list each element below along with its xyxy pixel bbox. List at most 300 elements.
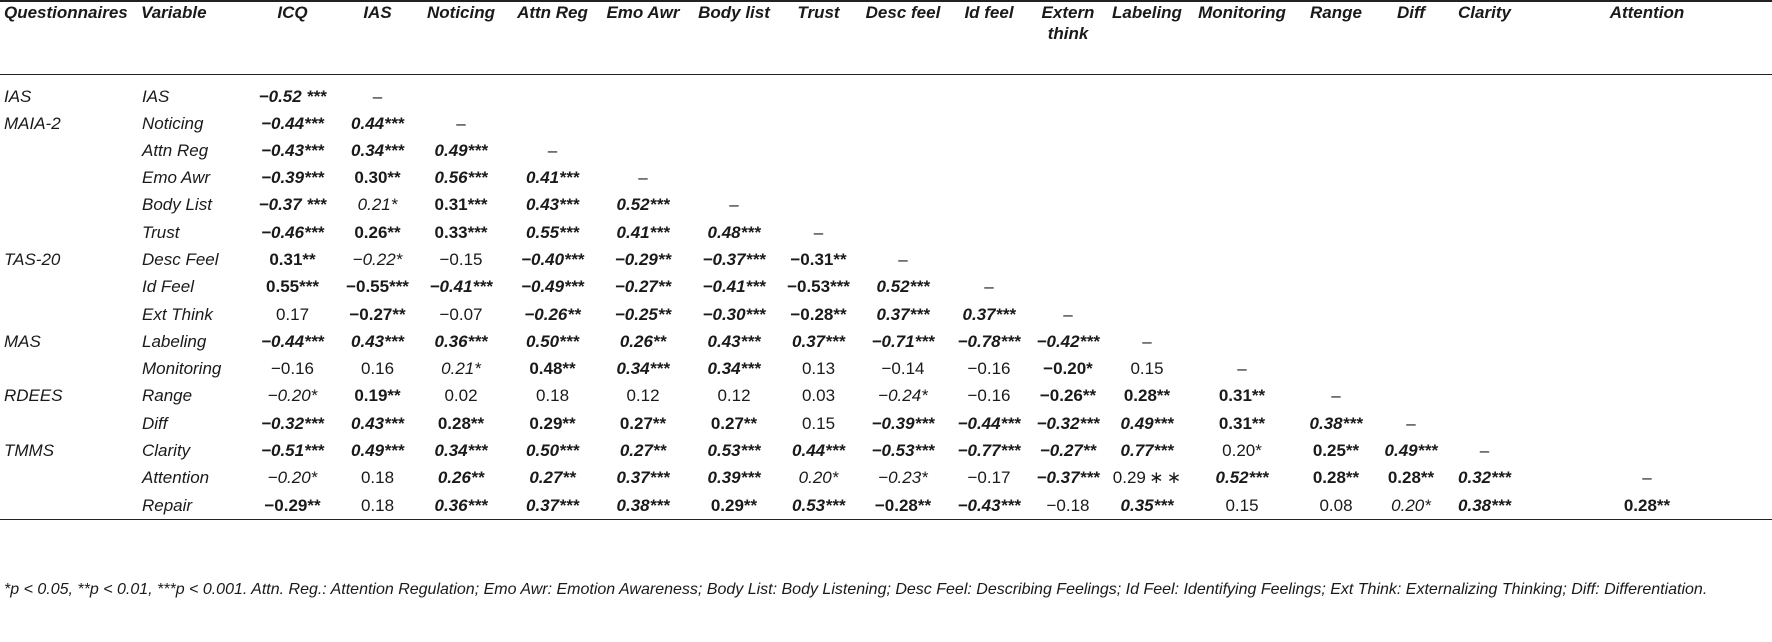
questionnaire-cell: MAS	[4, 331, 41, 351]
correlation-cell: 0.16	[360, 359, 395, 379]
empty-cell	[1522, 410, 1772, 437]
empty-cell	[1447, 273, 1522, 300]
variable-cell: Clarity	[142, 441, 191, 461]
empty-cell	[1029, 191, 1107, 218]
empty-cell	[1107, 164, 1187, 191]
column-header: Clarity	[1447, 1, 1522, 74]
empty-cell	[949, 164, 1029, 191]
correlation-cell: 0.53***	[707, 441, 761, 461]
correlation-cell: –	[1331, 386, 1341, 406]
variable-cell: Repair	[137, 492, 245, 520]
empty-cell	[857, 137, 949, 164]
correlation-cell: 0.27**	[619, 413, 667, 433]
empty-cell	[1447, 191, 1522, 218]
empty-cell	[1447, 410, 1522, 437]
empty-cell	[1522, 137, 1772, 164]
correlation-cell: −0.20*	[267, 468, 318, 488]
header-row	[0, 1, 1772, 74]
correlation-cell: 0.21*	[357, 195, 398, 215]
correlation-cell: 0.17	[275, 304, 310, 324]
correlation-cell: 0.53***	[780, 492, 857, 520]
correlation-cell: 0.20*	[798, 468, 839, 488]
variable-cell: Attention	[142, 468, 210, 488]
variable-cell: Diff	[142, 413, 168, 433]
correlation-cell: −0.41***	[429, 277, 493, 297]
correlation-cell: 0.41***	[526, 168, 579, 188]
correlation-cell: 0.13	[801, 359, 836, 379]
questionnaire-cell: RDEES	[4, 386, 63, 406]
correlation-cell: 0.36***	[434, 331, 488, 351]
correlation-cell: −0.26**	[1039, 386, 1097, 406]
correlation-cell: 0.12	[717, 386, 751, 406]
empty-cell	[857, 74, 949, 110]
correlation-cell: −0.53***	[871, 441, 935, 461]
correlation-cell: 0.50***	[526, 331, 579, 351]
empty-cell	[507, 74, 598, 110]
empty-cell	[1297, 137, 1375, 164]
empty-cell	[1297, 74, 1375, 110]
correlation-cell: 0.31**	[1218, 413, 1266, 433]
empty-cell	[1447, 355, 1522, 382]
column-header: Desc feel	[857, 1, 949, 74]
empty-cell	[1029, 164, 1107, 191]
empty-cell	[1447, 74, 1522, 110]
empty-cell	[1522, 273, 1772, 300]
empty-cell	[1522, 191, 1772, 218]
empty-cell	[1187, 301, 1297, 328]
correlation-cell: 0.15	[1130, 359, 1164, 379]
empty-cell	[1375, 382, 1447, 409]
variable-cell: Attn Reg	[142, 140, 209, 160]
empty-cell	[780, 137, 857, 164]
empty-cell	[688, 164, 780, 191]
correlation-cell: 0.34***	[351, 140, 404, 160]
correlation-cell: 0.31**	[269, 249, 316, 269]
correlation-cell: 0.28**	[1387, 468, 1435, 488]
correlation-cell: 0.49***	[1120, 413, 1174, 433]
empty-cell	[1297, 219, 1375, 246]
empty-cell	[1375, 355, 1447, 382]
empty-cell	[1447, 137, 1522, 164]
empty-cell	[1375, 328, 1447, 355]
empty-cell	[1375, 110, 1447, 137]
empty-cell	[1187, 74, 1297, 110]
empty-cell	[1297, 110, 1375, 137]
questionnaire-cell: TMMS	[4, 441, 55, 461]
correlation-cell: −0.40***	[521, 249, 584, 269]
correlation-cell: 0.55***	[266, 277, 319, 297]
correlation-cell: −0.20*	[267, 386, 318, 406]
correlation-cell: –	[898, 249, 908, 269]
empty-cell	[857, 164, 949, 191]
correlation-cell: 0.52***	[616, 195, 670, 215]
empty-cell	[1375, 301, 1447, 328]
empty-cell	[1187, 328, 1297, 355]
empty-cell	[949, 219, 1029, 246]
correlation-cell: 0.29**	[529, 413, 576, 433]
table-row	[0, 219, 1772, 246]
correlation-cell: 0.38***	[598, 492, 688, 520]
variable-cell: Noticing	[142, 113, 204, 133]
correlation-cell: 0.20*	[1375, 492, 1447, 520]
correlation-cell: −0.53***	[787, 277, 850, 297]
correlation-cell: −0.77***	[957, 441, 1021, 461]
correlation-cell: 0.31**	[1218, 386, 1266, 406]
empty-cell	[1522, 382, 1772, 409]
correlation-cell: 0.52***	[1215, 468, 1269, 488]
table-footnote: *p < 0.05, **p < 0.01, ***p < 0.001. Attn. Reg.: Attention Regulation; Emo Awr: Emotion Awareness; Body List: Body Listening; Desc Feel: Describing Feelings; Id Feel: Identifying Feelings; Ext Think: Externalizing Thinking; Diff: Differentiation.	[4, 581, 1708, 598]
correlation-cell: −0.78***	[957, 331, 1021, 351]
empty-cell	[1375, 191, 1447, 218]
correlation-cell: 0.32***	[1458, 468, 1511, 488]
correlation-cell: –	[1479, 441, 1490, 461]
correlation-cell: −0.27**	[1039, 441, 1097, 461]
correlation-cell: −0.27**	[614, 277, 672, 297]
empty-cell	[1522, 328, 1772, 355]
column-header: Body list	[688, 1, 780, 74]
variable-cell: Ext Think	[142, 304, 213, 324]
column-header: Extern think	[1029, 1, 1107, 74]
correlation-cell: 0.26**	[619, 331, 667, 351]
column-header: Variable	[137, 1, 245, 74]
correlation-cell: 0.18	[360, 468, 395, 488]
empty-cell	[857, 219, 949, 246]
empty-cell	[415, 74, 507, 110]
correlation-cell: 0.34***	[707, 359, 761, 379]
correlation-cell: 0.31***	[434, 195, 488, 215]
empty-cell	[1187, 246, 1297, 273]
correlation-cell: −0.39***	[871, 413, 935, 433]
empty-cell	[1522, 355, 1772, 382]
empty-cell	[688, 137, 780, 164]
empty-cell	[1107, 74, 1187, 110]
correlation-cell: –	[1063, 304, 1073, 324]
correlation-cell: 0.29**	[688, 492, 780, 520]
correlation-cell: −0.49***	[521, 277, 584, 297]
column-header: Noticing	[415, 1, 507, 74]
correlation-cell: −0.15	[439, 249, 483, 269]
correlation-cell: 0.49***	[351, 441, 404, 461]
correlation-cell: –	[813, 222, 824, 242]
empty-cell	[1107, 273, 1187, 300]
empty-cell	[1029, 74, 1107, 110]
empty-cell	[688, 74, 780, 110]
correlation-cell: 0.29 ∗ ∗	[1112, 468, 1182, 488]
variable-cell: Labeling	[142, 331, 207, 351]
questionnaire-cell: MAIA-2	[4, 113, 61, 133]
empty-cell	[1297, 246, 1375, 273]
table-row	[0, 273, 1772, 300]
empty-cell	[1375, 164, 1447, 191]
correlation-cell: −0.22*	[352, 249, 403, 269]
table-row	[0, 382, 1772, 409]
correlation-cell: –	[1406, 413, 1416, 433]
empty-cell	[1107, 246, 1187, 273]
empty-cell	[1522, 246, 1772, 273]
correlation-cell: 0.30**	[354, 168, 401, 188]
correlation-cell: −0.44***	[957, 413, 1021, 433]
empty-cell	[1522, 164, 1772, 191]
correlation-cell: −0.39***	[261, 168, 324, 188]
questionnaire-cell: IAS	[4, 86, 32, 106]
empty-cell	[1375, 273, 1447, 300]
column-header: ICQ	[245, 1, 340, 74]
correlation-cell: −0.37 ***	[258, 195, 327, 215]
correlation-cell: 0.19**	[354, 386, 401, 406]
empty-cell	[507, 110, 598, 137]
correlation-cell: 0.27**	[619, 441, 667, 461]
variable-cell: Trust	[142, 222, 180, 242]
correlation-cell: 0.48**	[529, 359, 576, 379]
variable-cell: Desc Feel	[142, 249, 219, 269]
correlation-cell: 0.43***	[526, 195, 579, 215]
correlation-cell: 0.43***	[707, 331, 761, 351]
correlation-cell: –	[372, 86, 383, 106]
empty-cell	[1187, 137, 1297, 164]
empty-cell	[1297, 191, 1375, 218]
questionnaire-cell	[0, 137, 137, 164]
correlation-cell: −0.17	[967, 468, 1011, 488]
empty-cell	[857, 191, 949, 218]
correlation-cell: −0.46***	[261, 222, 324, 242]
correlation-cell: 0.38***	[1309, 413, 1363, 433]
correlation-cell: −0.24*	[878, 386, 928, 406]
questionnaire-cell	[0, 464, 137, 491]
questionnaire-cell	[0, 410, 137, 437]
correlation-cell: −0.32***	[1036, 413, 1100, 433]
table-row	[0, 191, 1772, 218]
empty-cell	[1107, 137, 1187, 164]
correlation-cell: 0.08	[1297, 492, 1375, 520]
correlation-cell: −0.41***	[702, 277, 766, 297]
questionnaire-cell	[0, 164, 137, 191]
empty-cell	[1522, 74, 1772, 110]
empty-cell	[1107, 110, 1187, 137]
correlation-cell: −0.51***	[261, 441, 324, 461]
correlation-cell: –	[729, 195, 739, 215]
variable-cell: IAS	[142, 86, 170, 106]
correlation-cell: 0.34***	[616, 359, 670, 379]
variable-cell: Emo Awr	[142, 168, 211, 188]
empty-cell	[688, 110, 780, 137]
empty-cell	[949, 191, 1029, 218]
correlation-cell: 0.37***	[616, 468, 670, 488]
correlation-cell: 0.49***	[434, 140, 488, 160]
correlation-cell: –	[638, 168, 648, 188]
table-row	[0, 355, 1772, 382]
empty-cell	[1187, 110, 1297, 137]
correlation-cell: 0.34***	[434, 441, 488, 461]
correlation-cell: −0.31**	[790, 249, 847, 269]
variable-cell: Id Feel	[142, 277, 194, 297]
questionnaire-cell	[0, 219, 137, 246]
empty-cell	[1447, 110, 1522, 137]
questionnaire-cell: TAS-20	[4, 249, 61, 269]
correlation-cell: –	[456, 113, 466, 133]
correlation-cell: −0.20*	[1043, 359, 1093, 379]
correlation-cell: 0.26**	[437, 468, 485, 488]
correlation-cell: 0.48***	[707, 222, 761, 242]
correlation-cell: 0.15	[801, 413, 836, 433]
table-row	[0, 74, 1772, 110]
correlation-cell: 0.37***	[962, 304, 1016, 324]
empty-cell	[1297, 301, 1375, 328]
correlation-cell: −0.26**	[524, 304, 581, 324]
correlation-cell: 0.03	[801, 386, 836, 406]
empty-cell	[1447, 328, 1522, 355]
empty-cell	[1375, 74, 1447, 110]
correlation-cell: 0.50***	[526, 441, 579, 461]
empty-cell	[780, 164, 857, 191]
correlation-cell: −0.07	[439, 304, 483, 324]
correlation-cell: −0.25**	[614, 304, 672, 324]
empty-cell	[1375, 137, 1447, 164]
correlation-cell: −0.43***	[261, 140, 324, 160]
empty-cell	[1029, 246, 1107, 273]
empty-cell	[598, 110, 688, 137]
correlation-cell: −0.43***	[949, 492, 1029, 520]
column-header: Attn Reg	[507, 1, 598, 74]
correlation-cell: 0.02	[444, 386, 478, 406]
column-header: Range	[1297, 1, 1375, 74]
column-header: IAS	[340, 1, 415, 74]
table-row	[0, 246, 1772, 273]
empty-cell	[1187, 164, 1297, 191]
empty-cell	[598, 74, 688, 110]
correlation-cell: −0.28**	[790, 304, 847, 324]
empty-cell	[1447, 382, 1522, 409]
empty-cell	[1522, 110, 1772, 137]
column-header: Emo Awr	[598, 1, 688, 74]
correlation-cell: 0.43***	[351, 413, 404, 433]
table-row	[0, 492, 1772, 520]
correlation-cell: −0.14	[881, 359, 925, 379]
column-header: Id feel	[949, 1, 1029, 74]
correlation-cell: −0.28**	[857, 492, 949, 520]
correlation-cell: −0.42***	[1036, 331, 1100, 351]
correlation-cell: 0.20*	[1222, 441, 1262, 461]
variable-cell: Body List	[142, 195, 212, 215]
column-header: Questionnaires	[0, 1, 137, 74]
empty-cell	[780, 191, 857, 218]
correlation-cell: 0.33***	[434, 222, 488, 242]
empty-cell	[1107, 191, 1187, 218]
correlation-cell: −0.27**	[349, 304, 406, 324]
empty-cell	[1029, 273, 1107, 300]
correlation-cell: 0.21*	[441, 359, 481, 379]
empty-cell	[1187, 273, 1297, 300]
empty-cell	[1375, 219, 1447, 246]
correlation-cell: 0.26**	[354, 222, 401, 242]
correlation-cell: –	[1142, 331, 1152, 351]
empty-cell	[1375, 246, 1447, 273]
correlation-cell: −0.23*	[878, 468, 928, 488]
correlation-cell: −0.32***	[261, 413, 324, 433]
empty-cell	[949, 137, 1029, 164]
correlation-cell: 0.37***	[792, 331, 845, 351]
table-row	[0, 137, 1772, 164]
correlation-cell: −0.18	[1029, 492, 1107, 520]
empty-cell	[1187, 219, 1297, 246]
correlation-cell: −0.16	[967, 359, 1011, 379]
correlation-cell: −0.55***	[346, 277, 409, 297]
empty-cell	[1107, 219, 1187, 246]
correlation-cell: –	[1642, 468, 1652, 488]
correlation-cell: 0.56***	[434, 168, 488, 188]
correlation-cell: −0.44***	[261, 113, 324, 133]
correlation-cell: 0.27**	[529, 468, 576, 488]
questionnaire-cell	[0, 301, 137, 328]
empty-cell	[1029, 137, 1107, 164]
empty-cell	[1029, 110, 1107, 137]
column-header: Monitoring	[1187, 1, 1297, 74]
correlation-cell: 0.28**	[1123, 386, 1171, 406]
empty-cell	[1447, 219, 1522, 246]
empty-cell	[1447, 301, 1522, 328]
empty-cell	[857, 110, 949, 137]
correlation-cell: −0.37***	[1036, 468, 1100, 488]
questionnaire-cell	[0, 355, 137, 382]
correlation-cell: 0.43***	[351, 331, 404, 351]
table-row	[0, 328, 1772, 355]
empty-cell	[1297, 355, 1375, 382]
empty-cell	[780, 110, 857, 137]
empty-cell	[1107, 301, 1187, 328]
empty-cell	[1447, 164, 1522, 191]
correlation-cell: 0.37***	[507, 492, 598, 520]
correlation-cell: −0.37***	[702, 249, 766, 269]
correlation-cell: −0.16	[967, 386, 1011, 406]
correlation-cell: −0.52 ***	[258, 86, 327, 106]
empty-cell	[1297, 328, 1375, 355]
column-header: Labeling	[1107, 1, 1187, 74]
correlation-cell: 0.55***	[526, 222, 579, 242]
table-row	[0, 110, 1772, 137]
correlation-cell: 0.38***	[1447, 492, 1522, 520]
correlation-cell: 0.25**	[1312, 441, 1360, 461]
empty-cell	[1522, 219, 1772, 246]
correlation-cell: 0.15	[1187, 492, 1297, 520]
correlation-cell: 0.36***	[415, 492, 507, 520]
correlation-cell: 0.18	[340, 492, 415, 520]
empty-cell	[1522, 437, 1772, 464]
correlation-cell: −0.29**	[245, 492, 340, 520]
correlation-cell: −0.16	[270, 359, 314, 379]
correlation-cell: 0.39***	[707, 468, 761, 488]
table-row	[0, 464, 1772, 491]
empty-cell	[949, 246, 1029, 273]
empty-cell	[598, 137, 688, 164]
correlation-cell: 0.41***	[616, 222, 670, 242]
correlation-cell: 0.18	[535, 386, 570, 406]
correlation-cell: –	[547, 140, 558, 160]
correlation-cell: –	[984, 277, 994, 297]
correlation-cell: 0.28**	[437, 413, 485, 433]
empty-cell	[1297, 273, 1375, 300]
correlation-cell: 0.27**	[710, 413, 758, 433]
table-row	[0, 410, 1772, 437]
table-row	[0, 437, 1772, 464]
correlation-cell: 0.44***	[792, 441, 845, 461]
correlation-cell: −0.71***	[871, 331, 935, 351]
correlation-cell: 0.37***	[876, 304, 930, 324]
correlation-cell: 0.28**	[1312, 468, 1360, 488]
column-header: Attention	[1522, 1, 1772, 74]
correlation-cell: 0.77***	[1120, 441, 1174, 461]
questionnaire-cell	[0, 273, 137, 300]
correlation-cell: −0.44***	[261, 331, 324, 351]
empty-cell	[1297, 164, 1375, 191]
